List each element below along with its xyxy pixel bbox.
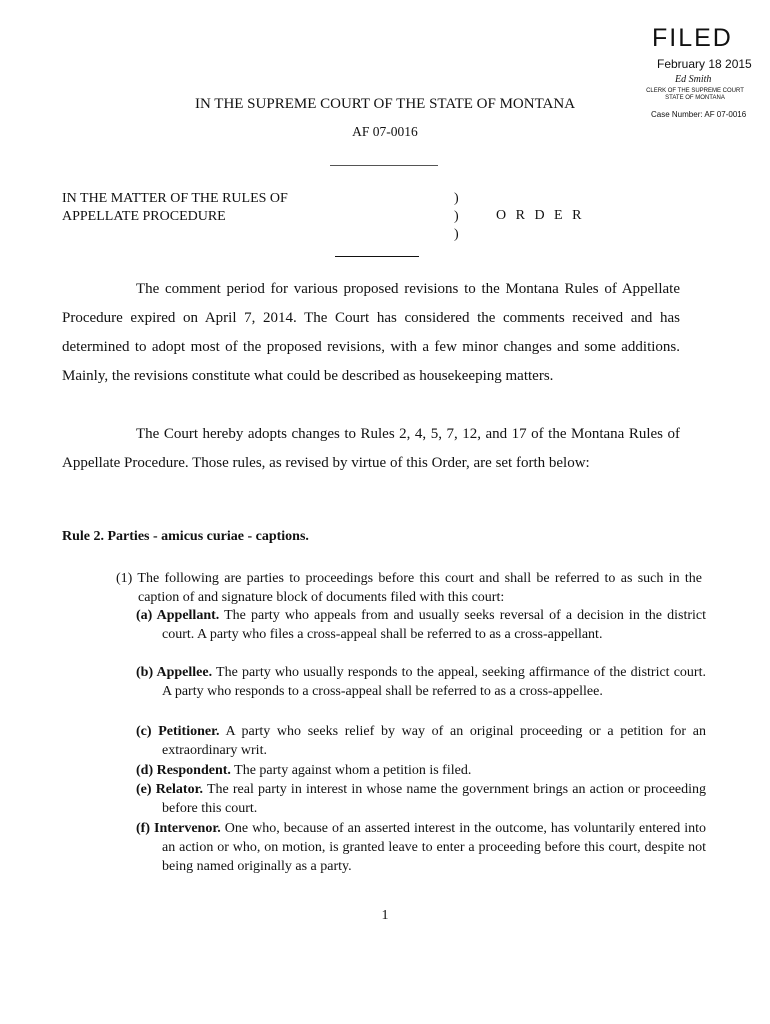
subitem-label: (a) Appellant.: [136, 608, 220, 623]
subitem-text: The party who usually responds to the appeal, seeking affirmance of the district court. A party who responds to a cross-appeal shall be referred to as a cross-appellee.: [162, 665, 706, 699]
caption-parentheses: [454, 190, 459, 244]
subitem-appellant: [136, 606, 706, 644]
subitem-relator: [136, 780, 706, 818]
paragraph-adopts-changes: The Court hereby adopts changes to Rules 2, 4, 5, 7, 12, and 17 of the Montana Rules of Appellate Procedure. Those rules, as revised by virtue of this Order, are set forth below:: [62, 426, 680, 471]
paren-1: ): [454, 191, 459, 206]
subitem-appellee: [136, 663, 706, 701]
court-heading: IN THE SUPREME COURT OF THE STATE OF MONTANA: [194, 96, 576, 112]
subitem-intervenor: [136, 819, 706, 876]
subitem-text: One who, because of an asserted interest in the outcome, has voluntarily entered into an action or who, on motion, is granted leave to enter a proceeding before this court, despite not being named originally as a party.: [162, 821, 707, 874]
subitem-text: The party who appeals from and usually seeks reversal of a decision in the district court. A party who files a cross-appeal shall be referred to as a cross-appellant.: [162, 608, 706, 642]
subitem-label: (f) Intervenor.: [136, 821, 221, 836]
matter-line-2: APPELLATE PROCEDURE: [62, 209, 226, 224]
order-title: O R D E R: [496, 208, 585, 223]
matter-caption: [62, 190, 288, 226]
subitem-label: (d) Respondent.: [136, 763, 231, 778]
rule-item-1: [116, 569, 702, 607]
subitem-text: The party against whom a petition is filed.: [234, 763, 472, 778]
subitem-petitioner: [136, 722, 706, 760]
page-number: 1: [381, 908, 389, 923]
matter-line-1: IN THE MATTER OF THE RULES OF: [62, 191, 288, 206]
case-number: Case Number: AF 07-0016: [651, 110, 747, 119]
filed-date: February 18 2015: [657, 57, 752, 71]
subitem-label: (b) Appellee.: [136, 665, 213, 680]
paragraph-comment-period: The comment period for various proposed revisions to the Montana Rules of Appellate Procedure expired on April 7, 2014. The Court has considered the comments received and has determined to adopt most of the proposed revisions, with a few minor changes and some additions. Mainly, the revisions constitute what could be described as housekeeping matters.: [62, 281, 680, 384]
divider-line: [330, 165, 438, 166]
subitem-label: (e) Relator.: [136, 782, 204, 797]
subitem-text: A party who seeks relief by way of an original proceeding or a petition for an extraordinary writ.: [162, 724, 706, 758]
subitem-label: (c) Petitioner.: [136, 724, 220, 739]
clerk-title-line2: STATE OF MONTANA: [665, 95, 725, 101]
item-number: (1): [116, 571, 133, 586]
subitem-respondent: [136, 761, 706, 780]
caption-underline: [335, 256, 419, 257]
docket-number: AF 07-0016: [352, 124, 418, 139]
clerk-signature: Ed Smith: [675, 74, 712, 85]
paren-2: ): [454, 209, 459, 224]
filed-stamp-title: FILED: [652, 24, 733, 52]
item-text: The following are parties to proceedings before this court and shall be referred to as such in the caption of and signature block of documents filed with this court:: [137, 571, 702, 605]
paren-3: ): [454, 227, 459, 242]
clerk-title-line1: CLERK OF THE SUPREME COURT: [646, 88, 744, 94]
subitem-text: The real party in interest in whose name the government brings an action or proceeding before this court.: [162, 782, 707, 816]
rule-heading: Rule 2. Parties - amicus curiae - captions.: [62, 529, 309, 544]
